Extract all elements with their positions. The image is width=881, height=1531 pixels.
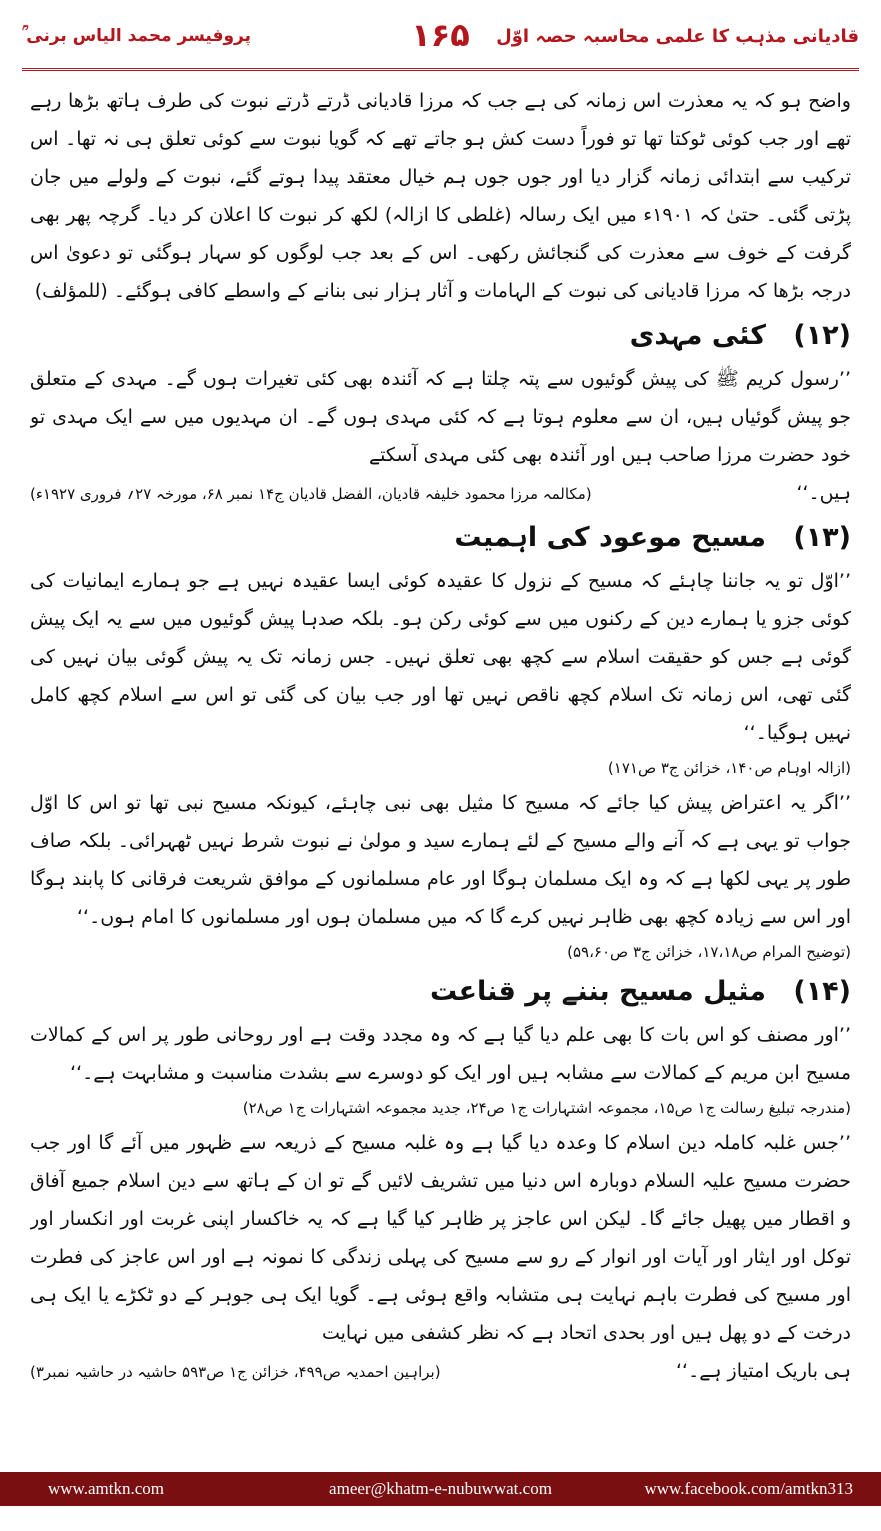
section-14-number: (۱۴) <box>793 976 851 1007</box>
page-header <box>22 12 859 72</box>
section-13-reference-2: (توضیح المرام ص۱۷،۱۸، خزائن ج۳ ص۵۹،۶۰) <box>567 943 851 961</box>
section-13-number: (۱۳) <box>793 522 851 553</box>
section-12-quote-end-row <box>30 474 851 512</box>
section-14-reference-2: (براہین احمدیہ ص۴۹۹، خزائن ج۱ ص۵۹۳ حاشیہ در حاشیہ نمبر۳) <box>30 1363 441 1381</box>
page-number: ۱۶۵ <box>411 16 470 54</box>
section-14-quote-2: ’’جس غلبہ کاملہ دین اسلام کا وعدہ دیا گیا ہے وہ غلبہ مسیح کے ذریعہ سے ظہور میں آئے گا اور جب حضرت مسیح علیہ السلام دوبارہ اس دنیا میں تشریف لائیں گے تو ان کے ہاتھ سے دین اسلام جمیع آفاق و اقطار میں پھیل جائے گا۔ لیکن اس عاجز پر ظاہر کیا گیا ہے کہ یہ خاکسار اپنی غربت اور انکسار اور توکل اور ایثار اور آیات اور انوار کے رو سے مسیح کی پہلی زندگی کا نمونہ ہے اور اس عاجز کی فطرت اور مسیح کی فطرت باہم نہایت ہی متشابہ واقع ہوئی ہے۔ گویا ایک ہی جوہر کے دو ٹکڑے یا ایک ہی درخت کے دو پھل ہیں اور بحدی اتحاد ہے کہ نظر کشفی میں نہایت <box>30 1132 851 1344</box>
section-14-heading <box>30 970 851 1014</box>
section-13-quote-1: ’’اوّل تو یہ جاننا چاہئے کہ مسیح کے نزول کا عقیدہ کوئی ایسا عقیدہ نہیں ہے جو ہمارے ایمانیات کی کوئی جزو یا ہمارے دین کے رکنوں میں سے کوئی رکن ہو۔ بلکہ صدہا پیش گوئیوں میں سے یہ ایک پیش گوئی ہے جس کو حقیقت اسلام سے کچھ بھی تعلق نہیں۔ جس زمانہ تک یہ پیش گوئی بیان نہیں کی گئی تھی، اس زمانہ تک اسلام کچھ ناقص نہیں تھا اور جب بیان کی گئی تو اس سے اسلام کچھ کامل نہیں ہوگیا۔‘‘ <box>30 570 851 744</box>
section-14-quote-end: ہی باریک امتیاز ہے۔‘‘ <box>676 1360 851 1382</box>
section-14-quote-end-row <box>30 1352 851 1390</box>
section-12-heading <box>30 314 851 358</box>
section-12-quote-end: ہیں۔‘‘ <box>796 482 851 504</box>
footer-email-link[interactable]: ameer@khatm-e-nubuwwat.com <box>329 1479 552 1498</box>
section-13-heading <box>30 516 851 560</box>
section-12-number: (۱۲) <box>793 320 851 351</box>
page-content <box>30 82 851 1462</box>
section-13-reference-1: (ازالہ اوہام ص۱۴۰، خزائن ج۳ ص۱۷۱) <box>607 759 851 777</box>
section-14-quote-1: ’’اور مصنف کو اس بات کا بھی علم دیا گیا ہے کہ وہ مجدد وقت ہے اور روحانی طور پر اس کے کمالات مسیح ابن مریم کے کمالات سے مشابہ ہیں اور ایک کو دوسرے سے بشدت مناسبت و مشابہت ہے۔‘‘ <box>30 1024 851 1084</box>
section-12-reference: (مکالمہ مرزا محمود خلیفہ قادیان، الفضل قادیان ج۱۴ نمبر ۶۸، مورخہ ۲۷؍ فروری ۱۹۲۷ء) <box>30 485 592 503</box>
footer-website-link[interactable]: www.amtkn.com <box>48 1479 164 1498</box>
section-12-title: کئی مہدی <box>629 320 766 351</box>
page-footer <box>0 1472 881 1506</box>
section-13-quote-2: ’’اگر یہ اعتراض پیش کیا جائے کہ مسیح کا مثیل بھی نبی چاہئے، کیونکہ مسیح نبی تھا تو اس کا اوّل جواب تو یہی ہے کہ آنے والے مسیح کے لئے ہمارے سید و مولیٰ نے نبوت شرط نہیں ٹھہرائی۔ بلکہ صاف طور پر یہی لکھا ہے کہ وہ ایک مسلمان ہوگا اور عام مسلمانوں کے موافق شریعت فرقانی کا پابند ہوگا اور اس سے زیادہ کچھ بھی ظاہر نہیں کرے گا کہ میں مسلمان ہوں اور مسلمانوں کا امام ہوں۔‘‘ <box>30 792 851 928</box>
intro-paragraph: واضح ہو کہ یہ معذرت اس زمانہ کی ہے جب کہ مرزا قادیانی ڈرتے ڈرتے نبوت کی طرف ہاتھ بڑھا رہے تھے اور جب کوئی ٹوکتا تھا تو فوراً دست کش ہو جاتے تھے کہ گویا نبوت سے کوئی تعلق ہی نہ تھا۔ اس ترکیب سے ابتدائی زمانہ گزار دیا اور جوں جوں ہم خیال معتقد پیدا ہوتے گئے، نبوت کے ولولے میں جان پڑتی گئی۔ حتیٰ کہ ۱۹۰۱ء میں ایک رسالہ (غلطی کا ازالہ) لکھ کر نبوت کا اعلان کر دیا۔ گرچہ پھر بھی گرفت کے خوف سے معذرت کی گنجائش رکھی۔ اس کے بعد جب لوگوں کو سہار ہوگئی تو دعویٰ اس درجہ بڑھا کہ مرزا قادیانی کی نبوت کے الہامات و آثار ہزار نبی بنانے کے واسطے کافی ہوگئے۔ (للمؤلف) <box>30 90 851 302</box>
section-14-reference-1: (مندرجہ تبلیغ رسالت ج۱ ص۱۵، مجموعہ اشتہارات ج۱ ص۲۴، جدید مجموعہ اشتہارات ج۱ ص۲۸) <box>242 1099 851 1117</box>
section-12-quote: ’’رسول کریم ﷺ کی پیش گوئیوں سے پتہ چلتا ہے کہ آئندہ بھی کئی تغیرات ہوں گے۔ مہدی کے متعلق جو پیش گوئیاں ہیں، ان سے معلوم ہوتا ہے کہ کئی مہدی ہوں گے۔ ان مہدیوں میں سے ایک مہدی تو خود حضرت مرزا صاحب ہیں اور آئندہ بھی کئی مہدی آسکتے <box>30 368 851 466</box>
section-13-title: مسیح موعود کی اہمیت <box>454 522 766 553</box>
header-divider <box>22 68 859 71</box>
footer-facebook-link[interactable]: www.facebook.com/amtkn313 <box>644 1479 853 1498</box>
author-name: پروفیسر محمد الیاس برنی ؒ <box>22 26 252 46</box>
book-title: قادیانی مذہب کا علمی محاسبہ حصہ اوّل <box>496 26 859 47</box>
section-14-title: مثیل مسیح بننے پر قناعت <box>430 976 766 1007</box>
